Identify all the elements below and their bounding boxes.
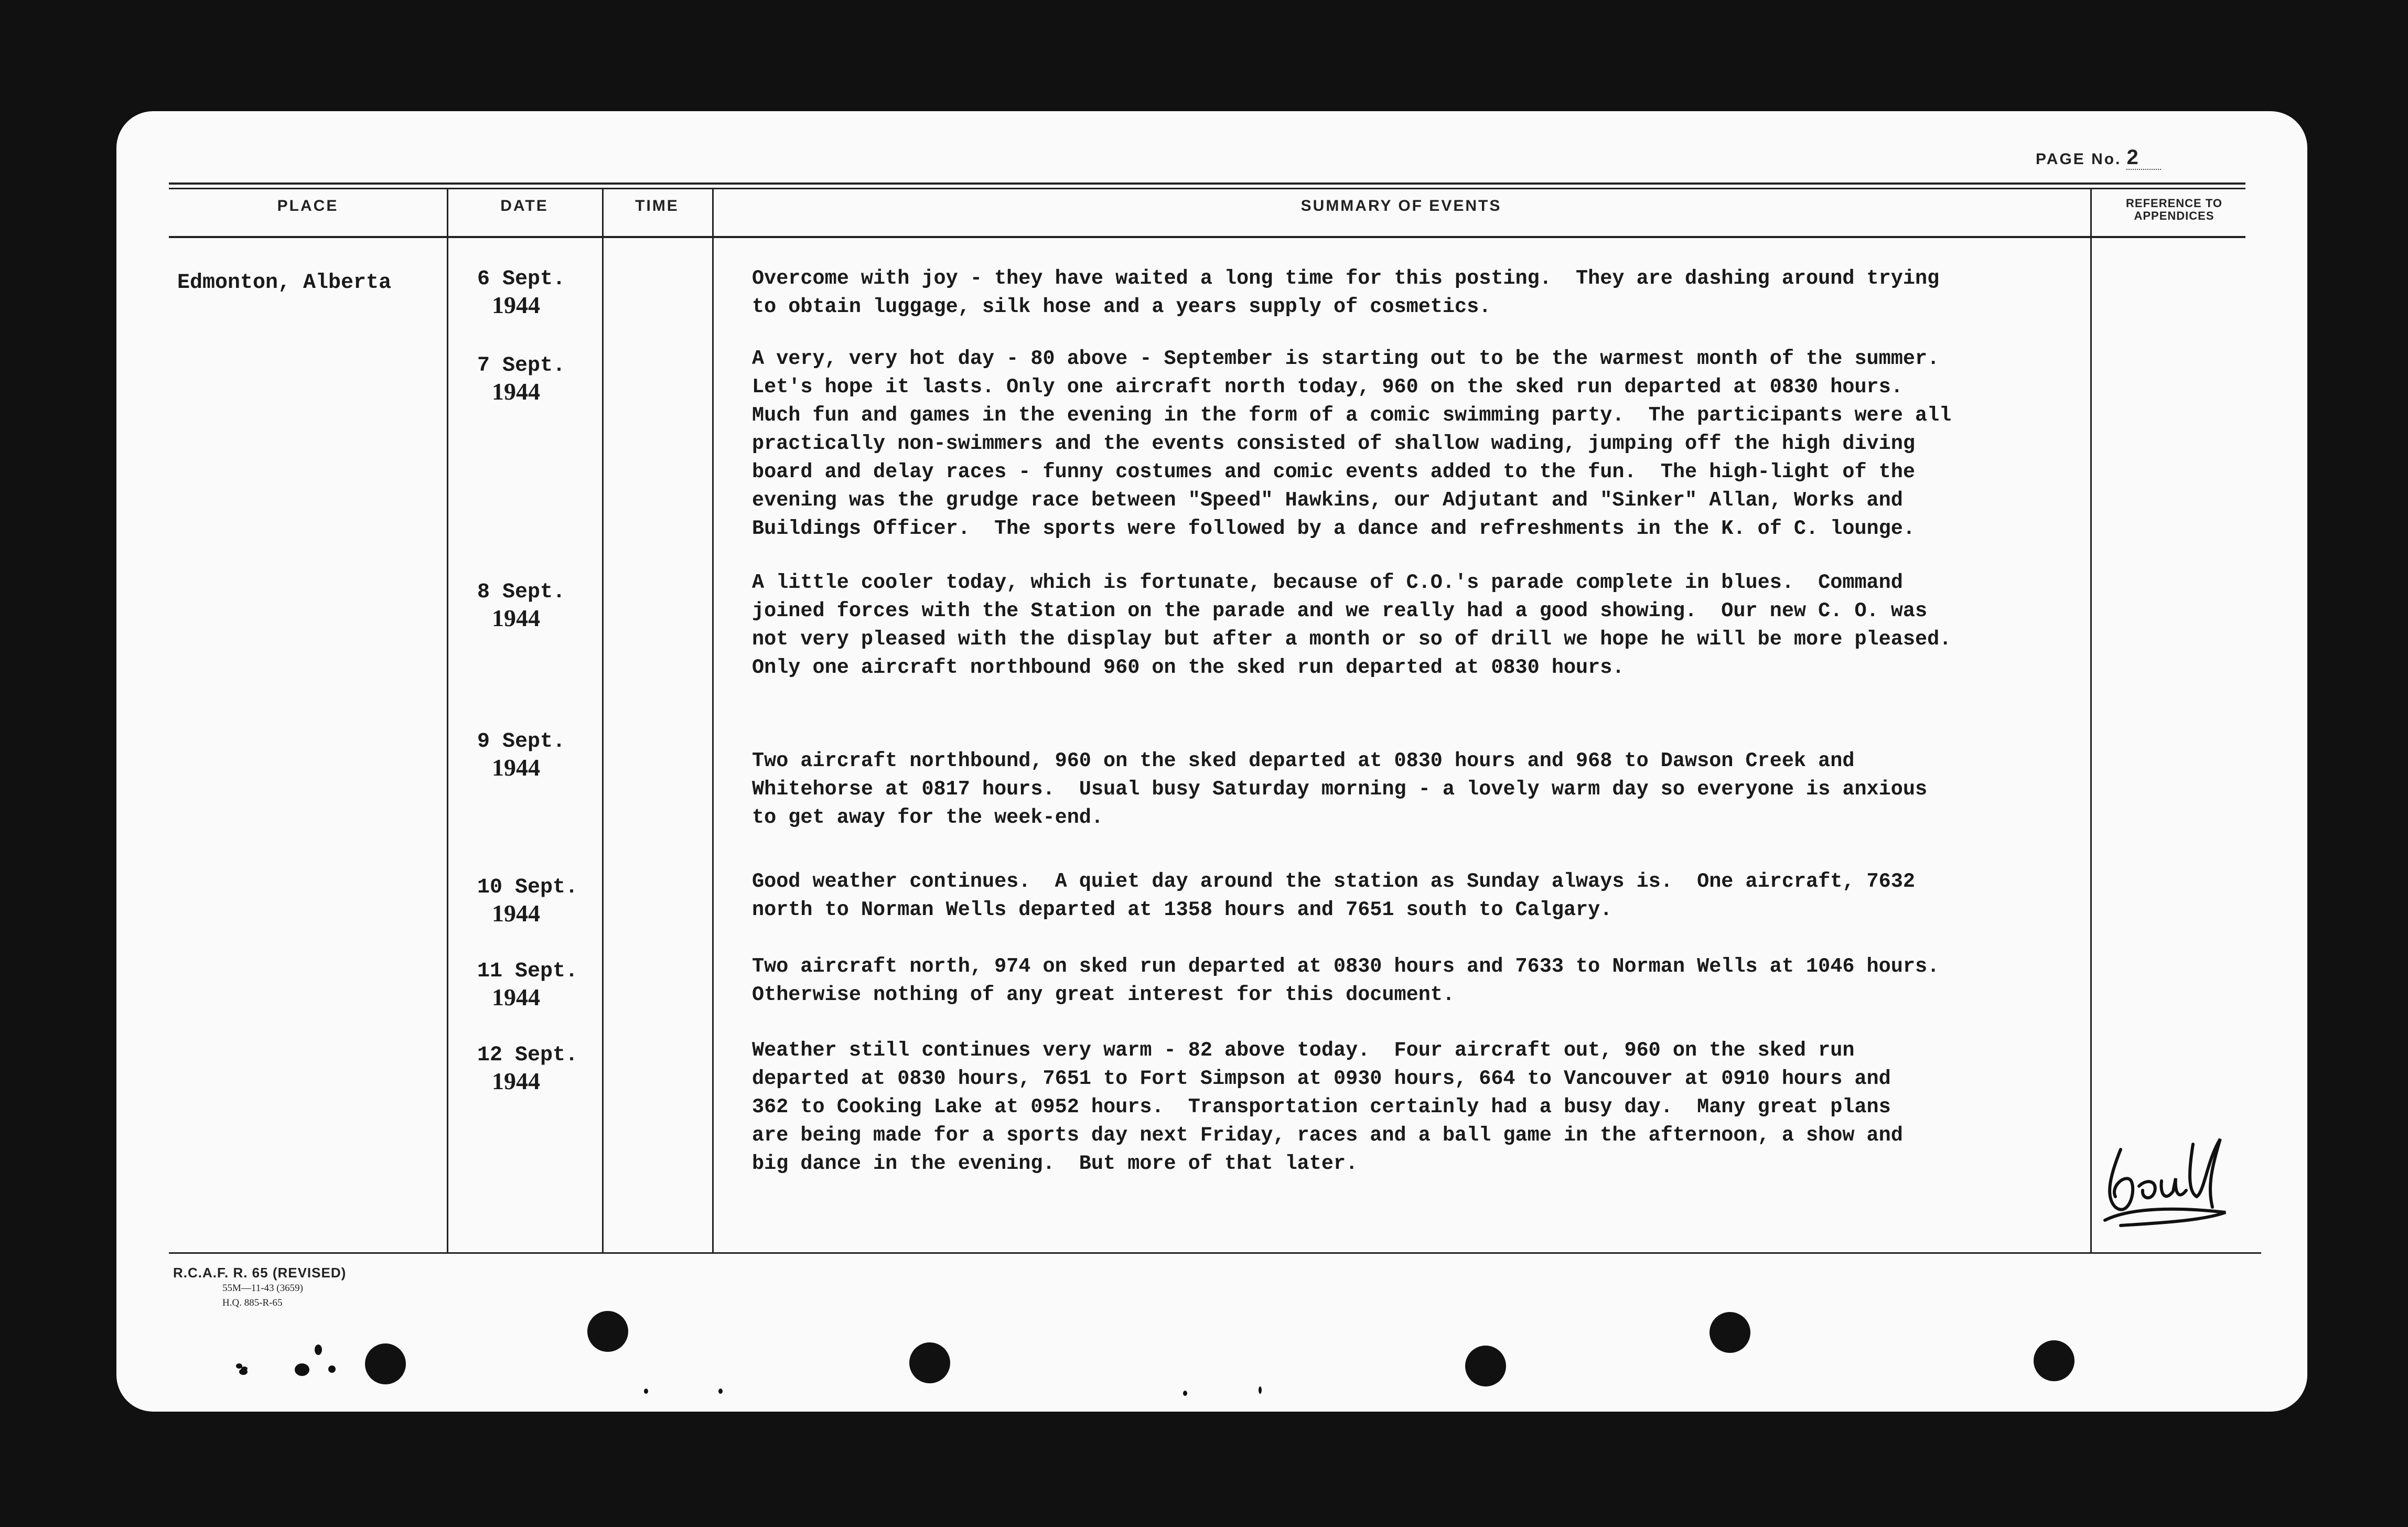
form-number: R.C.A.F. R. 65 (REVISED) (173, 1265, 347, 1281)
ink-speck (718, 1389, 723, 1394)
ink-speck (644, 1389, 648, 1394)
date-entry (477, 730, 565, 781)
date-year: 1944 (492, 292, 540, 318)
column-header-date: DATE (500, 197, 549, 214)
ink-speck (1259, 1386, 1262, 1394)
date-day: 7 Sept. (477, 354, 566, 378)
page-number-label: PAGE No. (2036, 150, 2122, 168)
date-year: 1944 (492, 900, 540, 927)
date-day: 6 Sept. (477, 267, 566, 291)
page-number (2036, 146, 2161, 169)
punch-hole (909, 1342, 950, 1383)
reference-header-line-1: REFERENCE TO (2126, 197, 2222, 210)
punch-hole (587, 1311, 628, 1352)
print-code: 55M—11-43 (3659) (222, 1283, 303, 1294)
date-year: 1944 (492, 984, 540, 1010)
page-number-value: 2 (2126, 146, 2160, 170)
date-entry (477, 1044, 578, 1095)
column-header-reference (2090, 197, 2258, 222)
form-identifier (173, 1265, 346, 1310)
punch-hole (2034, 1340, 2074, 1381)
war-diary-page (116, 111, 2307, 1412)
date-year: 1944 (492, 754, 540, 781)
date-day: 11 Sept. (477, 960, 578, 983)
date-entry (477, 960, 578, 1011)
punch-hole (365, 1343, 406, 1384)
ink-speck (328, 1365, 336, 1373)
summary-entry: Overcome with joy - they have waited a long time for this posting. They are dashing around trying to obtain luggage, silk hose and a years supply of cosmetics. (752, 267, 1940, 318)
summary-entry: Good weather continues. A quiet day around the station as Sunday always is. One aircraft, 7632 north to Norman Wells departed at 1358 hours and 7651 south to Calgary. (752, 870, 1915, 921)
summary-entry: Two aircraft north, 974 on sked run departed at 0830 hours and 7633 to Norman Wells at 1046 hours. Otherwise nothing of any great interest for this document. (752, 955, 1940, 1006)
date-year: 1944 (492, 378, 540, 405)
date-entry (477, 876, 578, 927)
punch-hole (1710, 1312, 1750, 1353)
ink-speck (239, 1369, 248, 1375)
summary-entry: Weather still continues very warm - 82 above today. Four aircraft out, 960 on the sked run departed at 0830 hours, 7651 to Fort Simpson at 0930 hours, 664 to Vancouver at 0910 hours and 362 to Cooking Lake at 0952 hours. Transportation certainly had a busy day. Many great plans are being made for a sports day next Friday, races and a ball game in the afternoon, a show and big dance in the evening. But more of that later. (752, 1039, 1903, 1175)
place-entry: Edmonton, Alberta (177, 271, 392, 295)
date-entry (477, 354, 565, 405)
hq-reference: H.Q. 885-R-65 (222, 1297, 283, 1308)
date-day: 9 Sept. (477, 730, 566, 754)
bottom-rule (169, 1252, 2261, 1254)
header-rule (169, 236, 2245, 238)
summary-entry: A very, very hot day - 80 above - September is starting out to be the warmest month of the summer. Let's hope it lasts. Only one aircraft north today, 960 on the sked run departed at 0830 hours. Much fun and games in the evening in the form of a comic swimming party. The participants were all practically non-swimmers and the events consisted of shallow wading, jumping off the high diving board and delay races - funny costumes and comic events added to the fun. The high-light of the evening was the grudge race between "Speed" Hawkins, our Adjutant and "Sinker" Allan, Works and Buildings Officer. The sports were followed by a dance and refreshments in the K. of C. lounge. (752, 347, 1952, 540)
ink-speck (315, 1345, 322, 1355)
column-divider-date (602, 188, 604, 1252)
summary-entry: Two aircraft northbound, 960 on the sked departed at 0830 hours and 968 to Dawson Creek and Whitehorse at 0817 hours. Usual busy Saturday morning - a lovely warm day so everyone is anxious to get away for the week-end. (752, 749, 1928, 829)
date-entry (477, 267, 565, 319)
column-header-time: TIME (635, 197, 679, 214)
top-rule-inner (169, 188, 2245, 189)
date-day: 8 Sept. (477, 580, 566, 604)
reference-header-line-2: APPENDICES (2134, 209, 2214, 222)
date-entry (477, 580, 565, 632)
column-header-summary: SUMMARY OF EVENTS (1300, 197, 1502, 214)
ink-speck (295, 1363, 309, 1376)
date-day: 10 Sept. (477, 876, 578, 899)
column-divider-time (712, 188, 714, 1252)
column-header-place: PLACE (277, 197, 339, 214)
top-rule (169, 182, 2245, 185)
signature-initials (2100, 1128, 2236, 1233)
date-day: 12 Sept. (477, 1044, 578, 1067)
column-divider-place (447, 188, 448, 1252)
date-year: 1944 (492, 605, 540, 631)
summary-entry: A little cooler today, which is fortunate, because of C.O.'s parade complete in blues. Command joined forces with the Station on the parade and we really had a good showing. Our new C. O. was not very pleased with the display but after a month or so of drill we hope he will be more pleased. Only one aircraft northbound 960 on the sked run departed at 0830 hours. (752, 571, 1952, 679)
date-year: 1944 (492, 1068, 540, 1094)
ink-speck (1183, 1391, 1187, 1396)
punch-hole (1465, 1346, 1506, 1386)
